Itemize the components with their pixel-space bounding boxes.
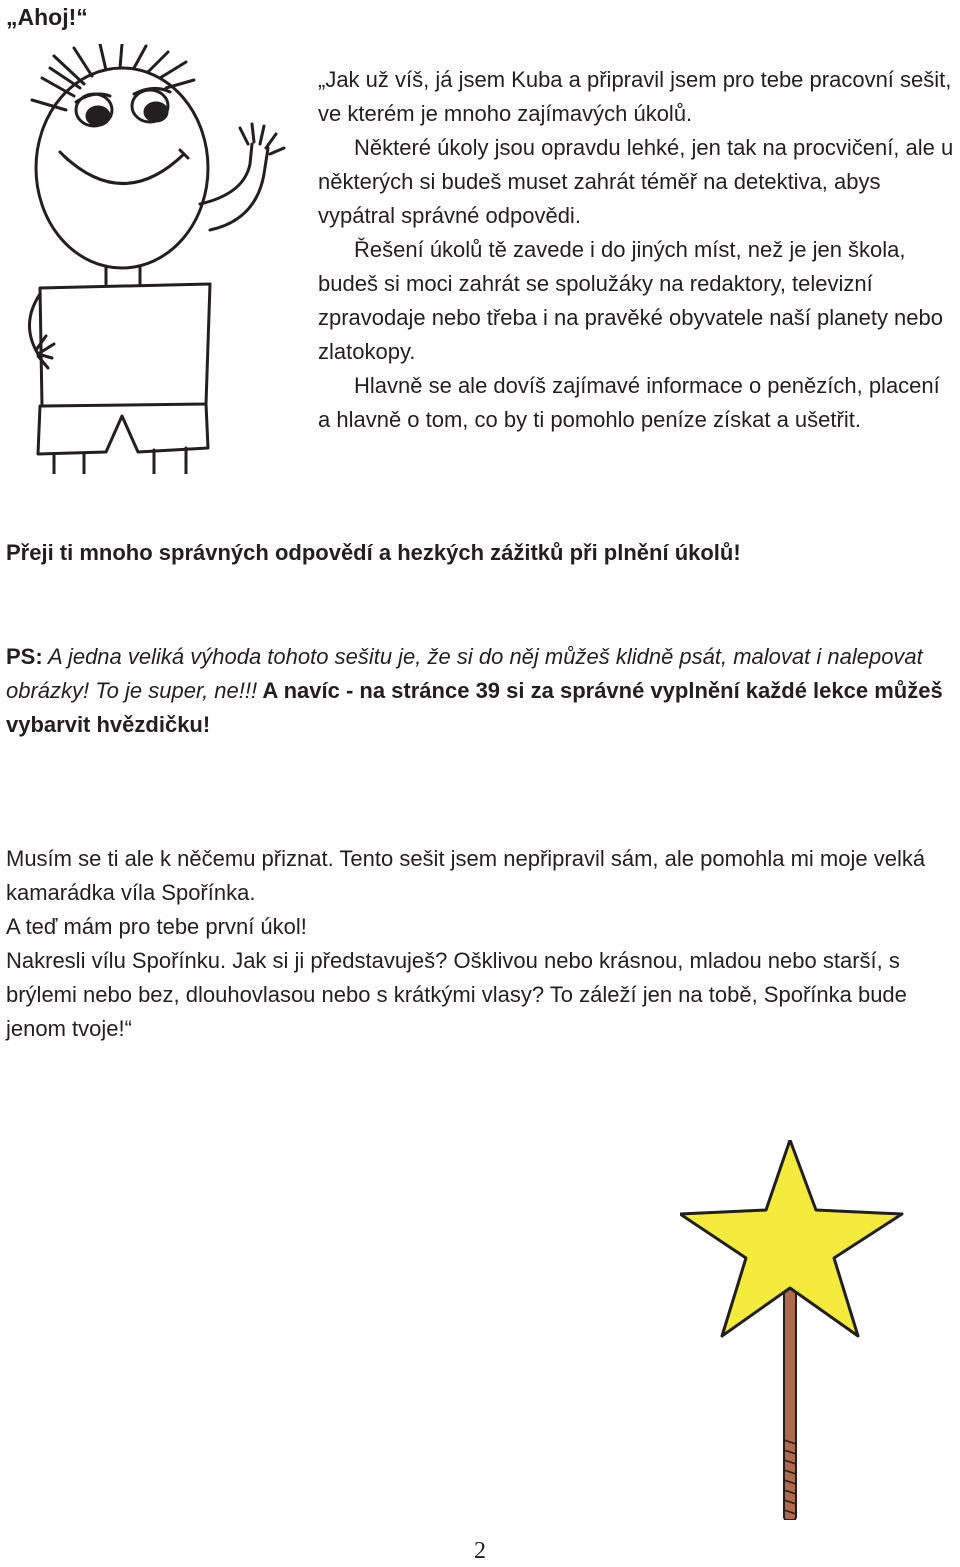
intro-paragraph: Některé úkoly jsou opravdu lehké, jen tak na procvičení, ale u některých si budeš muset zahrát téměř na detektiva, abys vypátral správné odpovědi. [318, 135, 954, 228]
ps-italic-text: A jedna veliká výhoda tohoto sešitu je, že si do něj můžeš klidně psát, malovat i nalepovat obrázky! To je super, ne!!! [6, 644, 923, 703]
wish-line: Přeji ti mnoho správných odpovědí a hezkých zážitků při plnění úkolů! [6, 540, 741, 565]
closing-paragraph: A teď mám pro tebe první úkol! [6, 914, 307, 939]
shirt-outline [40, 284, 210, 406]
closing-text [6, 842, 956, 1046]
intro-paragraph: Hlavně se ale dovíš zajímavé informace o penězích, placení a hlavně o tom, co by ti pomohlo peníze získat a ušetřit. [318, 373, 940, 432]
hair-strokes [32, 44, 194, 110]
closing-paragraph: Musím se ti ale k něčemu přiznat. Tento sešit jsem nepřipravil sám, ale pomohla mi moje velká kamarádka víla Spořínka. [6, 846, 926, 905]
head-outline [36, 68, 208, 268]
intro-text [318, 63, 958, 437]
waving-boy-drawing-icon [14, 44, 314, 474]
page-number: 2 [474, 1538, 486, 1564]
ps-note [6, 640, 956, 742]
smile [64, 154, 184, 184]
closing-paragraph: Nakresli vílu Spořínku. Jak si ji představuješ? Ošklivou nebo krásnou, mladou nebo starší, s brýlemi nebo bez, dlouhovlasou nebo s krátkými vlasy? To záleží jen na tobě, Spořínka bude jenom tvoje!“ [6, 948, 907, 1041]
intro-paragraph: „Jak už víš, já jsem Kuba a připravil jsem pro tebe pracovní sešit, ve kterém je mnoho zajímavých úkolů. [318, 67, 952, 126]
star-wand-drawing-icon [680, 1140, 920, 1520]
greeting-heading: „Ahoj!“ [6, 4, 88, 30]
ps-bold-text: A navíc - na stránce 39 si za správné vyplnění každé lekce můžeš vybarvit hvězdičku! [6, 678, 943, 737]
ps-label: PS: [6, 644, 43, 669]
shorts-outline [38, 404, 208, 454]
intro-paragraph: Řešení úkolů tě zavede i do jiných míst, než je jen škola, budeš si moci zahrát se spolužáky na redaktory, televizní zpravodaje nebo třeba i na pravěké obyvatele naší planety nebo zlatokopy. [318, 237, 943, 364]
